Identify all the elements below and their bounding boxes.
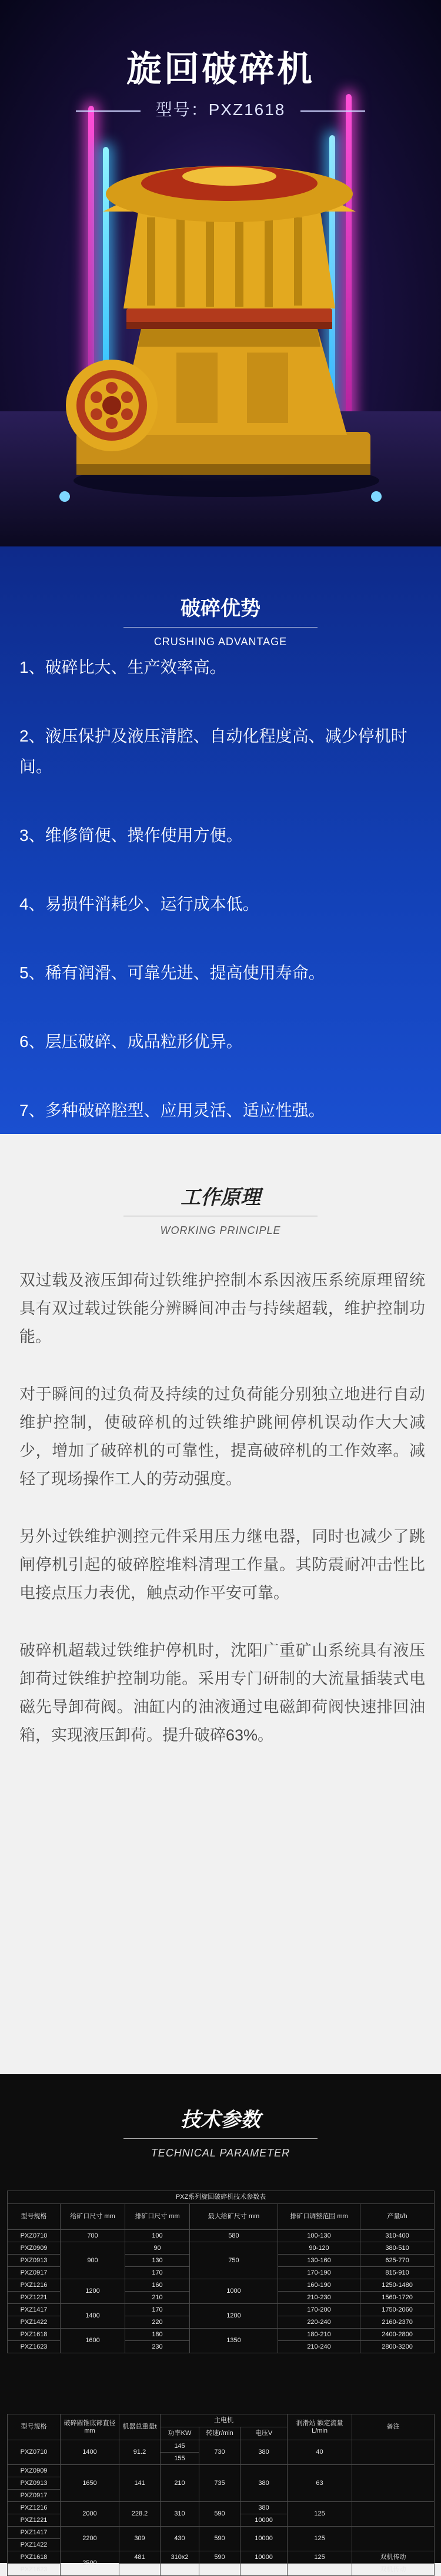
- table-header: 给矿口尺寸 mm: [61, 2204, 125, 2230]
- advantage-item: 6、层压破碎、成品粒形优异。: [19, 1032, 243, 1051]
- table-cell: 63: [288, 2465, 352, 2502]
- table-cell: PXZ0913: [8, 2255, 61, 2267]
- model-dash-left: [76, 110, 141, 112]
- table-cell: 220-240: [278, 2316, 360, 2329]
- table-cell: 10000: [240, 2514, 288, 2527]
- spec-table-main: [7, 2191, 435, 2353]
- table-cell: 100: [125, 2230, 190, 2242]
- model-text: 型号：PXZ1618: [155, 100, 286, 119]
- table-cell: 380: [240, 2465, 288, 2502]
- spec-table-motor: [7, 2414, 435, 2576]
- crushing-advantage-section: [0, 546, 441, 1134]
- advantage-subtitle: CRUSHING ADVANTAGE: [153, 636, 288, 648]
- table-cell: 2500: [61, 2551, 119, 2576]
- table-cell: 10000: [240, 2527, 288, 2551]
- table-cell: 双机传动: [352, 2551, 435, 2564]
- table-cell: 125: [288, 2502, 352, 2527]
- table-header: 型号规格: [8, 2414, 61, 2440]
- table-cell: 310: [161, 2502, 199, 2527]
- table-cell: 双机传动: [352, 2564, 435, 2576]
- tech-divider: [123, 2138, 318, 2139]
- table-cell: 100-130: [278, 2230, 360, 2242]
- table-cell: [199, 2564, 240, 2576]
- table-row: [8, 2551, 435, 2564]
- table-header: 排矿口尺寸 mm: [125, 2204, 190, 2230]
- table-cell: 1000: [190, 2279, 278, 2304]
- table-row: [8, 2465, 435, 2477]
- table-cell: 170-200: [278, 2304, 360, 2316]
- table-row: [8, 2230, 435, 2242]
- table-header: 机器总重量t: [119, 2414, 161, 2440]
- advantage-title: 破碎优势: [181, 598, 260, 620]
- table-cell: 1250-1480: [360, 2279, 435, 2292]
- table-row: [8, 2329, 435, 2341]
- advantage-item: 2、液压保护及液压清腔、自动化程度高、减少停机时间。: [19, 727, 407, 776]
- table-cell: 170: [125, 2267, 190, 2279]
- table-cell: 900: [61, 2242, 125, 2279]
- table-cell: [240, 2564, 288, 2576]
- working-paragraph: 双过载及液压卸荷过铁维护控制本系因液压系统原理留统具有双过载过铁能分辨瞬间冲击与持续超载，维护控制功能。: [19, 1272, 425, 1346]
- table-cell: 1650: [61, 2465, 119, 2502]
- working-paragraph: 破碎机超载过铁维护停机时，沈阳广重矿山系统具有液压卸荷过铁维护控制功能。采用专门研制的大流量插装式电磁先导卸荷阀。油缸内的油液通过电磁卸荷阀快速排回油箱，实现液压卸荷。提升破碎63%。: [19, 1642, 425, 1744]
- table-cell: 125: [288, 2527, 352, 2551]
- advantage-list: [19, 652, 425, 1126]
- table-cell: 210-240: [278, 2341, 360, 2353]
- table-cell: PXZ1221: [8, 2514, 61, 2527]
- table-cell: 160: [125, 2279, 190, 2292]
- table-cell: PXZ0710: [8, 2440, 61, 2465]
- table-cell: 310x2: [161, 2551, 199, 2564]
- table-cell: 1400: [61, 2440, 119, 2465]
- spec-table-caption: PXZ系列旋回破碎机技术参数表: [8, 2191, 435, 2204]
- model-dash-right: [300, 110, 365, 112]
- table-cell: 735: [199, 2465, 240, 2502]
- table-cell: 380: [240, 2502, 288, 2514]
- table-cell: 170: [125, 2304, 190, 2316]
- table-cell: 2800-3200: [360, 2341, 435, 2353]
- table-cell: 10000: [240, 2551, 288, 2564]
- table-cell: 1750-2060: [360, 2304, 435, 2316]
- table-cell: 210-230: [278, 2292, 360, 2304]
- table-cell: 210: [125, 2292, 190, 2304]
- table-cell: [352, 2527, 435, 2551]
- table-cell: 590: [199, 2502, 240, 2527]
- table-cell: 160-190: [278, 2279, 360, 2292]
- table-cell: 380-510: [360, 2242, 435, 2255]
- working-subtitle: WORKING PRINCIPLE: [160, 1225, 281, 1236]
- table-cell: 310-400: [360, 2230, 435, 2242]
- table-cell: 1350: [190, 2329, 278, 2353]
- table-cell: [352, 2502, 435, 2527]
- hero-banner: [0, 0, 441, 546]
- table-cell: PXZ1623: [8, 2341, 61, 2353]
- table-row: [8, 2242, 435, 2255]
- tech-title: 技术参数: [181, 2109, 260, 2131]
- table-cell: PXZ1422: [8, 2539, 61, 2551]
- table-header: 破碎圆锥底部直径mm: [61, 2414, 119, 2440]
- table-row: [8, 2279, 435, 2292]
- table-cell: PXZ0913: [8, 2477, 61, 2490]
- table-cell: 625-770: [360, 2255, 435, 2267]
- table-cell: PXZ1216: [8, 2279, 61, 2292]
- working-principle-section: [0, 1134, 441, 2074]
- table-cell: 730: [199, 2440, 240, 2465]
- table-cell: PXZ0710: [8, 2230, 61, 2242]
- table-header: 排矿口调整范围 mm: [278, 2204, 360, 2230]
- table-header: 功率KW: [161, 2427, 199, 2440]
- table-cell: 210: [161, 2465, 199, 2502]
- table-cell: 130-160: [278, 2255, 360, 2267]
- table-cell: PXZ0909: [8, 2242, 61, 2255]
- table-header: 最大给矿尺寸 mm: [190, 2204, 278, 2230]
- table-cell: PXZ1422: [8, 2316, 61, 2329]
- table-header: 产量t/h: [360, 2204, 435, 2230]
- table-cell: PXZ1618: [8, 2551, 61, 2564]
- table-cell: 130: [125, 2255, 190, 2267]
- product-model: [0, 97, 441, 120]
- table-group-header: 主电机: [161, 2414, 288, 2427]
- table-cell: 40: [288, 2440, 352, 2465]
- table-cell: PXZ1216: [8, 2502, 61, 2514]
- table-cell: PXZ1221: [8, 2292, 61, 2304]
- table-row: [8, 2440, 435, 2453]
- table-cell: 228.2: [119, 2502, 161, 2527]
- table-cell: 230: [125, 2341, 190, 2353]
- table-row: [8, 2304, 435, 2316]
- table-cell: 2200: [61, 2527, 119, 2551]
- table-cell: 590: [199, 2527, 240, 2551]
- table-cell: [119, 2564, 161, 2576]
- table-cell: [288, 2564, 352, 2576]
- advantage-item: 7、多种破碎腔型、应用灵活、适应性强。: [19, 1101, 325, 1119]
- product-title: 旋回破碎机: [126, 49, 315, 89]
- table-cell: PXZ1623: [8, 2564, 61, 2576]
- table-cell: PXZ0917: [8, 2267, 61, 2279]
- advantage-item: 1、破碎比大、生产效率高。: [19, 658, 226, 676]
- table-cell: [352, 2465, 435, 2502]
- table-cell: [161, 2564, 199, 2576]
- table-cell: 750: [190, 2242, 278, 2279]
- table-header: 电压V: [240, 2427, 288, 2440]
- table-cell: [352, 2440, 435, 2465]
- table-cell: 815-910: [360, 2267, 435, 2279]
- working-paragraph: 对于瞬间的过负荷及持续的过负荷能分别独立地进行自动维护控制，使破碎机的过铁维护跳闸停机误动作大大减少，增加了破碎机的可靠性，提高破碎机的工作效率。减轻了现场操作工人的劳动强度。: [19, 1386, 425, 1488]
- technical-parameter-section: [0, 2074, 441, 2573]
- table-header: 型号规格: [8, 2204, 61, 2230]
- table-cell: 2160-2370: [360, 2316, 435, 2329]
- table-cell: 1400: [61, 2304, 125, 2329]
- table-cell: PXZ1417: [8, 2527, 61, 2539]
- table-header: 转速r/min: [199, 2427, 240, 2440]
- table-header: 备注: [352, 2414, 435, 2440]
- table-cell: 481: [119, 2551, 161, 2564]
- table-cell: PXZ1618: [8, 2329, 61, 2341]
- table-cell: 1600: [61, 2329, 125, 2353]
- table-cell: 1200: [61, 2279, 125, 2304]
- table-cell: 145: [161, 2440, 199, 2453]
- table-cell: 2000: [61, 2502, 119, 2527]
- advantage-divider: [123, 627, 318, 628]
- table-cell: 141: [119, 2465, 161, 2502]
- advantage-item: 4、易损件消耗少、运行成本低。: [19, 895, 259, 913]
- table-header: 润滑站 额定流量L/min: [288, 2414, 352, 2440]
- working-heading: [0, 1181, 441, 1237]
- table-cell: 580: [190, 2230, 278, 2242]
- table-cell: 90-120: [278, 2242, 360, 2255]
- table-cell: 155: [161, 2453, 199, 2465]
- table-cell: 91.2: [119, 2440, 161, 2465]
- advantage-heading: [0, 592, 441, 648]
- working-title: 工作原理: [181, 1186, 260, 1209]
- table-cell: 1560-1720: [360, 2292, 435, 2304]
- table-cell: 90: [125, 2242, 190, 2255]
- table-cell: 590: [199, 2551, 240, 2564]
- table-cell: 170-190: [278, 2267, 360, 2279]
- tech-subtitle: TECHNICAL PARAMETER: [151, 2147, 290, 2159]
- advantage-item: 3、维修简便、操作使用方便。: [19, 826, 243, 844]
- table-cell: 180: [125, 2329, 190, 2341]
- advantage-item: 5、稀有润滑、可靠先进、提高使用寿命。: [19, 964, 325, 982]
- table-cell: 700: [61, 2230, 125, 2242]
- working-body: [19, 1266, 425, 1779]
- table-cell: 125: [288, 2551, 352, 2564]
- table-cell: PXZ0917: [8, 2490, 61, 2502]
- working-paragraph: 另外过铁维护测控元件采用压力继电器，同时也减少了跳闸停机引起的破碎腔堆料清理工作量。其防震耐冲击性比电接点压力表优，触点动作平安可靠。: [19, 1528, 425, 1602]
- table-cell: PXZ1417: [8, 2304, 61, 2316]
- table-cell: 430: [161, 2527, 199, 2551]
- table-cell: 2400-2800: [360, 2329, 435, 2341]
- tech-heading: [0, 2104, 441, 2159]
- table-cell: 180-210: [278, 2329, 360, 2341]
- table-row: [8, 2502, 435, 2514]
- table-row: [8, 2527, 435, 2539]
- table-cell: PXZ0909: [8, 2465, 61, 2477]
- table-cell: 380: [240, 2440, 288, 2465]
- table-cell: 309: [119, 2527, 161, 2551]
- table-cell: 1200: [190, 2304, 278, 2329]
- table-cell: 220: [125, 2316, 190, 2329]
